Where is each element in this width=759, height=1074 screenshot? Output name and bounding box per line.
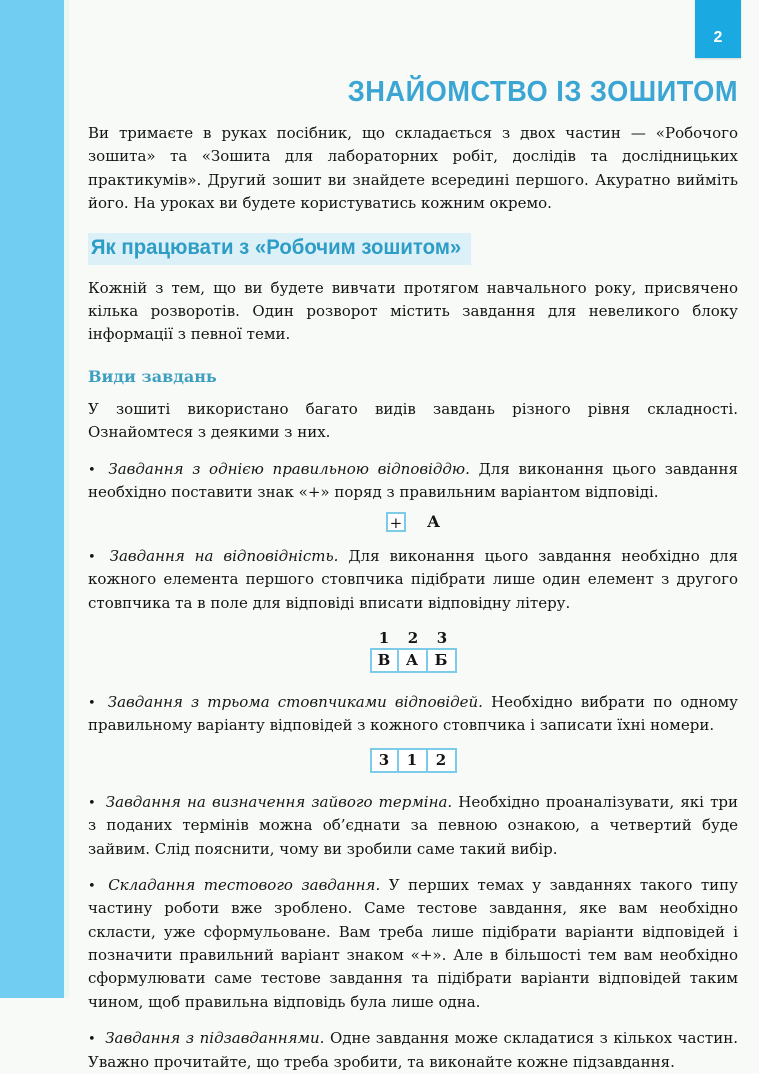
item-lead: Завдання на відповідність.: [109, 546, 339, 565]
how-to-paragraph: Кожній з тем, що ви будете вивчати протягом навчального року, присвячено кілька розворотів. Один розворот містить завдання для невеликого блоку інформації з певної теми.: [88, 278, 738, 344]
bullet-icon: •: [88, 549, 96, 565]
page-number: 2: [713, 29, 723, 46]
column-header: 3: [436, 628, 448, 647]
matching-example: [88, 629, 738, 673]
page-title: ЗНАЙОМСТВО ІЗ ЗОШИТОМ: [347, 76, 738, 108]
three-columns-cells: [370, 748, 457, 773]
answer-cell: 1: [399, 748, 428, 773]
matching-table-headers: [370, 629, 457, 648]
answer-cell: В: [370, 648, 399, 673]
left-margin-band: [0, 0, 69, 998]
task-type-item: [88, 874, 738, 1014]
how-to-heading: Як працювати з «Робочим зошитом»: [88, 233, 471, 265]
item-text: Одне завдання може складатися з кількох частин. Уважно прочитайте, що треба зробити, та виконайте кожне підзавдання.: [88, 1029, 738, 1071]
task-type-item: [88, 791, 738, 861]
matching-table: [370, 629, 457, 673]
bullet-icon: •: [88, 462, 96, 478]
answer-cell: 2: [428, 748, 457, 773]
item-text: У перших темах у завданнях такого типу частину роботи вже зроблено. Саме тестове завдання, яке вам необхідно скласти, уже сформульоване. Вам треба лише підібрати варіанти відповідей і позначити правильний варіант знаком «+». Але в більшості тем вам необхідно сформулювати саме тестове завдання та підібрати варіанти відповідей таким чином, щоб правильна відповідь була лише одна.: [88, 875, 738, 1011]
answer-letter: А: [427, 512, 441, 532]
bullet-icon: •: [88, 878, 96, 894]
item-text: Необхідно вибрати по одному правильному варіанту відповідей з кожного стовпчика і записати їхні номери.: [88, 692, 738, 735]
item-lead: Складання тестового завдання.: [108, 875, 381, 894]
item-text: Для виконання цього завдання необхідно для кожного елемента першого стовпчика підібрати лише один елемент з другого стовпчика та в поле для відповіді вписати відповідну літеру.: [88, 546, 738, 612]
answer-cell: А: [399, 648, 428, 673]
item-lead: Завдання з трьома стовпчиками відповідей.: [107, 692, 483, 711]
bullet-icon: •: [88, 695, 96, 711]
column-header: 1: [378, 628, 390, 647]
three-columns-table: [370, 748, 457, 773]
task-types-intro: У зошиті використано багато видів завдань різного рівня складності. Ознайомтеся з деякими з них.: [88, 399, 738, 442]
task-type-item: [88, 458, 738, 505]
answer-cell: Б: [428, 648, 457, 673]
task-type-item: [88, 691, 738, 738]
task-type-item: [88, 545, 738, 615]
page-content: [88, 0, 738, 1074]
item-text: Необхідно проаналізувати, які три з поданих термінів можна об’єднати за певною ознакою, а четвертий буде зайвим. Слід пояснити, чому ви зробили саме такий вибір.: [88, 792, 738, 858]
item-text: Для виконання цього завдання необхідно поставити знак «+» поряд з правильним варіантом відповіді.: [88, 459, 738, 501]
bullet-icon: •: [88, 795, 96, 811]
task-type-item: [88, 1027, 738, 1074]
item-lead: Завдання на визначення зайвого терміна.: [105, 792, 453, 811]
single-answer-example: [88, 511, 738, 532]
intro-paragraph: Ви тримаєте в руках посібник, що складається з двох частин — «Робочого зошита» та «Зошита для лабораторних робіт, дослідів та дослідницьких практикумів». Другий зошит ви знайдете всередині першого. Акуратно вийміть його. На уроках ви будете користуватись кожним окремо.: [88, 124, 738, 213]
answer-cell: 3: [370, 748, 399, 773]
plus-mark-box: +: [386, 512, 406, 532]
how-to-section: [88, 216, 738, 347]
task-types-heading: Види завдань: [88, 366, 217, 386]
matching-table-cells: [370, 648, 457, 673]
item-lead: Завдання з підзавданнями.: [105, 1029, 325, 1048]
item-lead: Завдання з однією правильною відповіддю.: [108, 459, 470, 478]
task-types-section: [88, 367, 738, 1074]
column-header: 2: [407, 628, 419, 647]
three-columns-example: [88, 748, 738, 773]
bullet-icon: •: [88, 1032, 96, 1048]
